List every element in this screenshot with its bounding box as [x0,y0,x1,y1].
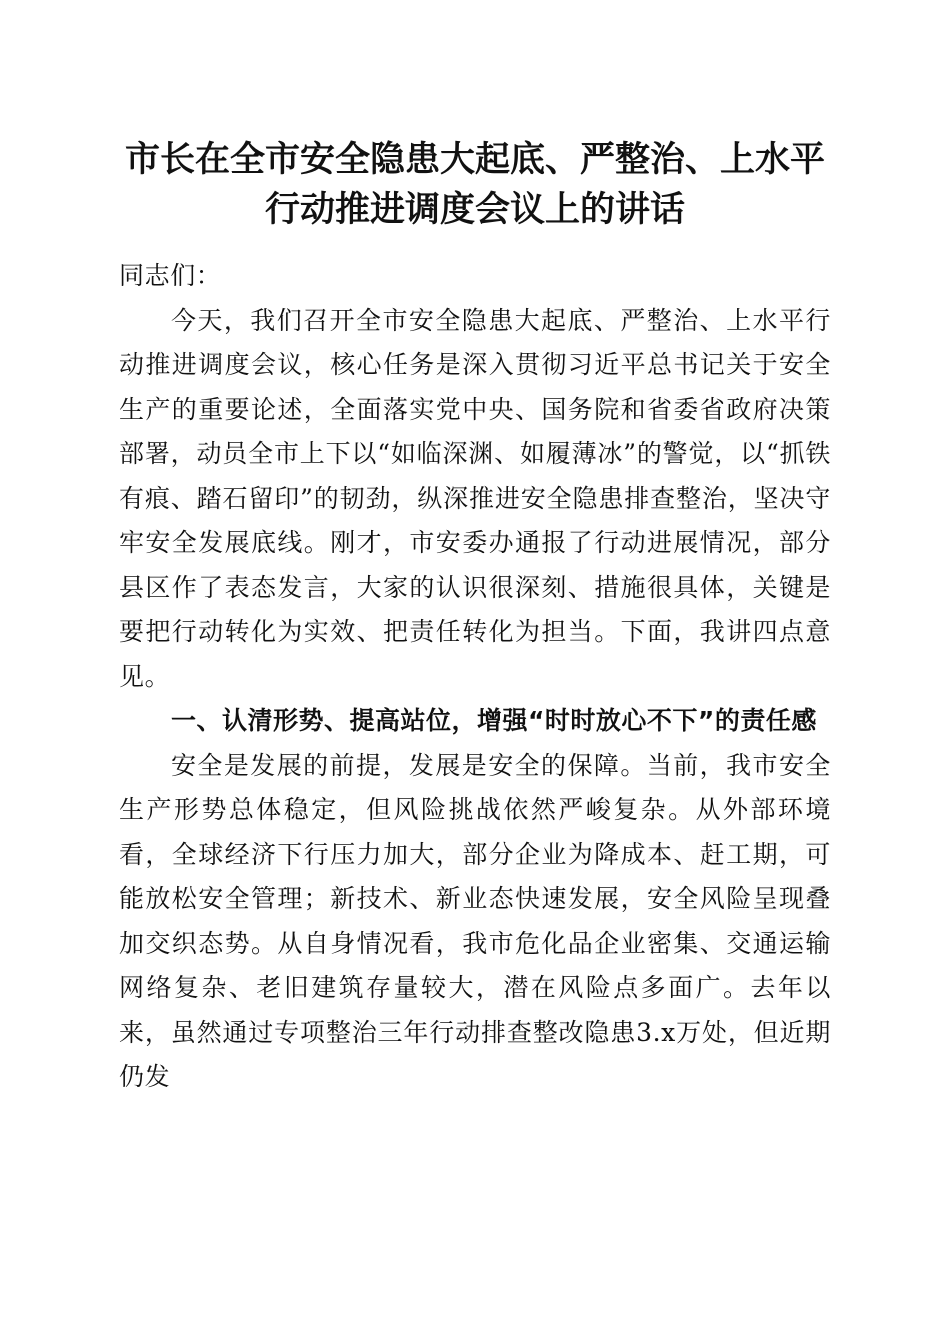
title-line-2: 行动推进调度会议上的讲话 [264,189,685,230]
section-1-heading: 一、认清形势、提高站位，增强“时时放心不下”的责任感 [171,706,817,735]
intro-paragraph: 今天，我们召开全市安全隐患大起底、严整治、上水平行动推进调度会议，核心任务是深入贯彻习近平总书记关于安全生产的重要论述，全面落实党中央、国务院和省委省政府决策部署，动员全市上下以“如临深渊、如履薄冰”的警觉，以“抓铁有痕、踏石留印”的韧劲，纵深推进安全隐患排查整治，坚决守牢安全发展底线。刚才，市安委办通报了行动进展情况，部分县区作了表态发言，大家的认识很深刻、措施很具体，关键是要把行动转化为实效、把责任转化为担当。下面，我讲四点意见。 [119,305,831,691]
document-body [119,254,831,1100]
section-1-paragraph: 安全是发展的前提，发展是安全的保障。当前，我市安全生产形势总体稳定，但风险挑战依然严峻复杂。从外部环境看，全球经济下行压力加大，部分企业为降成本、赶工期，可能放松安全管理；新技术、新业态快速发展，安全风险呈现叠加交织态势。从自身情况看，我市危化品企业密集、交通运输网络复杂、老旧建筑存量较大，潜在风险点多面广。去年以来，虽然通过专项整治三年行动排查整改隐患3.x万处，但近期仍发 [119,750,831,1091]
salutation: 同志们： [119,261,222,290]
document-title [100,135,850,235]
title-line-1: 市长在全市安全隐患大起底、严整治、上水平 [124,139,825,180]
